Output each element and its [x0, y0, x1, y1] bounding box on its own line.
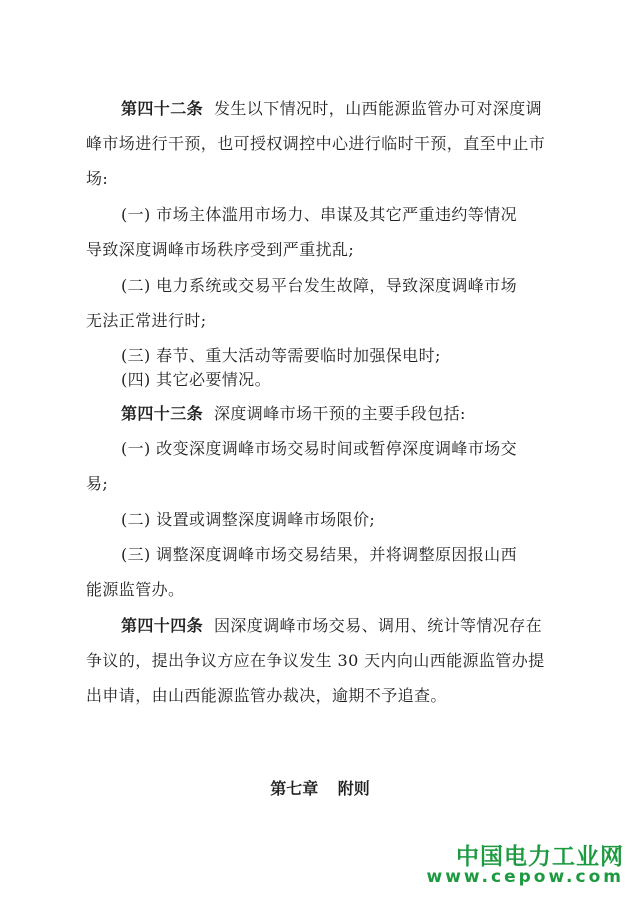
article-42-line-2: 峰市场进行干预，也可授权调控中心进行临时干预，直至中止市 [86, 134, 546, 153]
article-42-item-1a: (一) 市场主体滥用市场力、串谋及其它严重违约等情况 [121, 205, 517, 224]
article-43-item-3b: 能源监管办。 [86, 580, 185, 599]
watermark-url: www.cepow.com [426, 867, 624, 887]
watermark-site-name: 中国电力工业网 [456, 844, 624, 870]
article-43-item-2: (二) 设置或调整深度调峰市场限价; [121, 510, 376, 529]
chapter-heading: 第七章 附则 [270, 779, 370, 798]
article-42-item-2a: (二) 电力系统或交易平台发生故障，导致深度调峰市场 [121, 276, 517, 295]
article-43-text-1: 深度调峰市场干预的主要手段包括: [214, 404, 466, 423]
article-42-text-1: 发生以下情况时，山西能源监管办可对深度调 [214, 99, 543, 118]
article-43-item-1a: (一) 改变深度调峰市场交易时间或暂停深度调峰市场交 [121, 439, 517, 458]
article-42-item-4: (四) 其它必要情况。 [121, 370, 271, 389]
article-42-item-3: (三) 春节、重大活动等需要临时加强保电时; [121, 346, 441, 365]
article-43-heading: 第四十三条 [121, 404, 204, 423]
article-42-line-1 [121, 99, 621, 119]
article-42-line-3: 场: [86, 169, 109, 188]
article-42-item-1b: 导致深度调峰市场秩序受到严重扰乱; [86, 240, 355, 259]
article-42-item-2b: 无法正常进行时; [86, 311, 207, 330]
article-44-line-3: 出申请，由山西能源监管办裁决，逾期不予追查。 [86, 686, 447, 705]
article-42-heading: 第四十二条 [121, 99, 204, 118]
article-44-heading: 第四十四条 [121, 616, 204, 635]
article-44-line-2: 争议的，提出争议方应在争议发生 30 天内向山西能源监管办提 [86, 651, 545, 670]
article-44-line-1 [121, 616, 621, 636]
article-43-item-1b: 易; [86, 474, 109, 493]
article-43-item-3a: (三) 调整深度调峰市场交易结果，并将调整原因报山西 [121, 545, 517, 564]
article-43-line-1 [121, 404, 621, 424]
article-44-text-1: 因深度调峰市场交易、调用、统计等情况存在 [214, 616, 543, 635]
